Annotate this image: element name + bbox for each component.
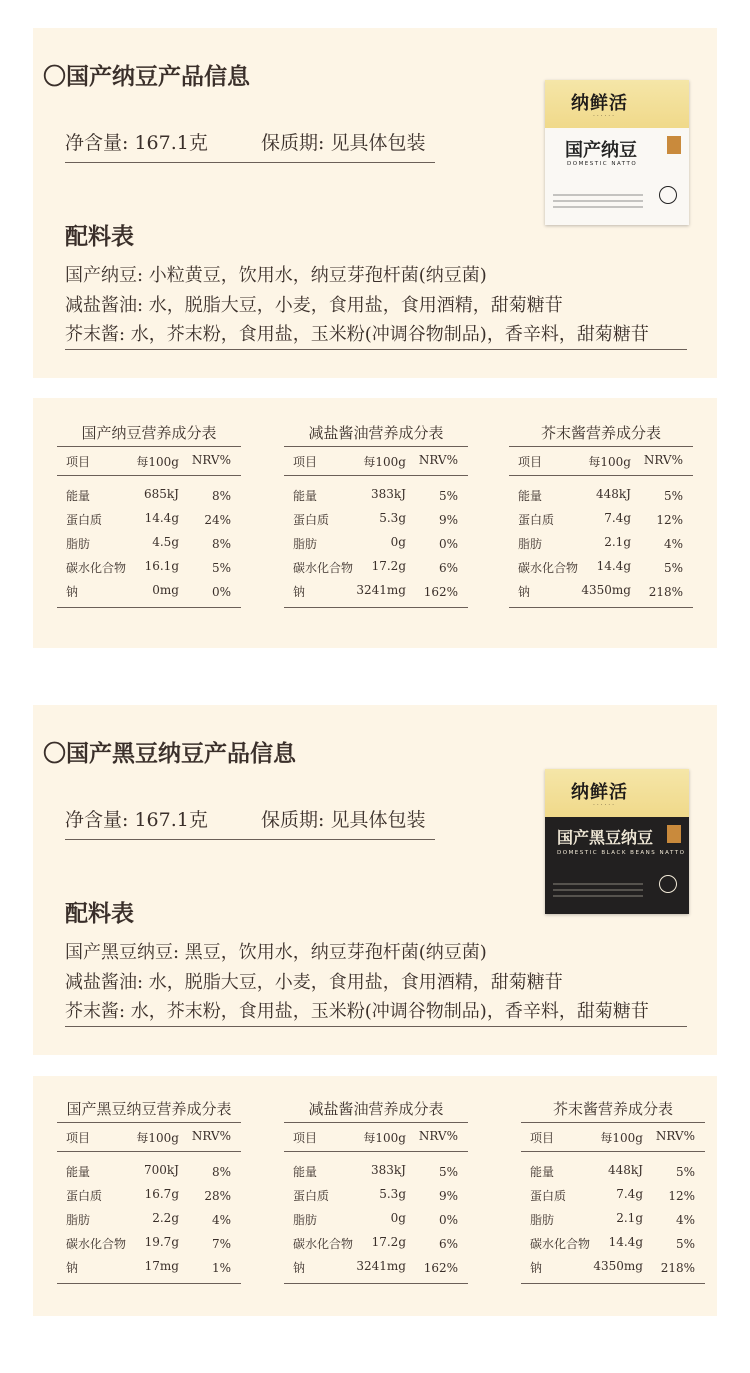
table-row [521,1253,705,1277]
table-cell: 蛋白质 [518,513,555,527]
table-cell: 5% [438,1165,458,1179]
nutrition-table-title: 芥末酱营养成分表 [552,1100,673,1118]
table-cell: 383kJ [371,487,406,501]
product-package-image: 纳鲜活 · · · · · · 国产黑豆纳豆 DOMESTIC BLACK BEANS NATTO [545,769,689,914]
table-cell: 脂肪 [293,1213,318,1227]
product-package-image: 纳鲜活 · · · · · · 国产纳豆 DOMESTIC NATTO [545,80,689,225]
table-cell: 0% [438,537,458,551]
table-cell: NRV% [418,453,458,467]
table-cell: 每100g [136,455,179,469]
table-cell: 24% [204,513,231,527]
table-row [57,505,241,529]
table-cell: 脂肪 [530,1213,555,1227]
product-info-card [33,28,717,378]
nutrition-table-title: 减盐酱油营养成分表 [308,1100,444,1118]
ingredients-heading: 配料表 [65,900,134,927]
table-cell: 4% [663,537,683,551]
table-cell: 项目 [66,455,91,469]
table-cell: 3241mg [356,1259,406,1273]
product-info-card [33,705,717,1055]
table-cell: 0g [390,1211,406,1225]
table-cell: 14.4g [596,559,631,573]
ingredient-line: 减盐酱油: 水，脱脂大豆，小麦，食用盐，食用酒精，甜菊糖苷 [65,972,563,993]
table-cell: 0% [438,1213,458,1227]
table-row [521,1205,705,1229]
table-cell: 钠 [518,585,531,599]
table-cell: NRV% [643,453,683,467]
table-row [57,577,241,601]
table-row [57,1157,241,1181]
table-cell: 蛋白质 [66,513,103,527]
table-cell: 9% [438,1189,458,1203]
table-row [284,1205,468,1229]
table-cell: 5% [663,489,683,503]
table-cell: 每100g [363,455,406,469]
table-cell: 能量 [293,489,318,503]
package-name: 国产黑豆纳豆 [557,828,654,847]
ingredient-line: 减盐酱油: 水，脱脂大豆，小麦，食用盐，食用酒精，甜菊糖苷 [65,295,563,316]
nutrition-table-header [521,1122,705,1152]
table-cell: 脂肪 [293,537,318,551]
nutrition-table-header [284,1122,468,1152]
table-row [284,1229,468,1253]
table-cell: 8% [211,489,231,503]
table-cell: NRV% [191,453,231,467]
table-cell: 碳水化合物 [530,1237,591,1251]
table-cell: 能量 [293,1165,318,1179]
table-cell: 7.4g [616,1187,643,1201]
table-cell: 28% [204,1189,231,1203]
table-cell: 19.7g [144,1235,179,1249]
table-cell: 17mg [144,1259,179,1273]
table-cell: 700kJ [144,1163,179,1177]
table-cell: 7.4g [604,511,631,525]
package-name: 国产纳豆 [565,140,637,161]
nutrition-table-title: 国产黑豆纳豆营养成分表 [66,1100,232,1118]
table-cell: 162% [423,1261,458,1275]
table-cell: 钠 [530,1261,543,1275]
table-cell: 2.2g [152,1211,179,1225]
table-cell: 碳水化合物 [293,1237,354,1251]
table-cell: 4% [675,1213,695,1227]
table-cell: 14.4g [144,511,179,525]
table-cell: 项目 [518,455,543,469]
table-row [57,1205,241,1229]
nutrition-table [284,422,468,608]
nutrition-table-title: 国产纳豆营养成分表 [81,424,217,442]
table-cell: 每100g [588,455,631,469]
nutrition-table [509,422,693,608]
table-cell: 17.2g [371,559,406,573]
ingredient-line: 芥末酱: 水，芥末粉，食用盐，玉米粉(冲调谷物制品)，香辛料，甜菊糖苷 [65,998,687,1027]
table-cell: 5.3g [379,1187,406,1201]
table-cell: 5% [438,489,458,503]
table-cell: 218% [660,1261,695,1275]
table-cell: 碳水化合物 [293,561,354,575]
table-cell: NRV% [191,1129,231,1143]
table-cell: 4350mg [593,1259,643,1273]
table-cell: 3241mg [356,583,406,597]
package-fine-print-icon [553,883,643,901]
table-cell: 2.1g [616,1211,643,1225]
ingredients-list [65,938,687,1027]
table-cell: 4% [211,1213,231,1227]
package-fine-print-icon [553,194,643,212]
table-cell: 4.5g [152,535,179,549]
table-cell: 5.3g [379,511,406,525]
table-cell: 6% [438,561,458,575]
table-cell: 能量 [518,489,543,503]
table-cell: 218% [648,585,683,599]
table-row [521,1181,705,1205]
table-cell: 项目 [66,1131,91,1145]
table-cell: 蛋白质 [66,1189,103,1203]
table-cell: 能量 [530,1165,555,1179]
package-subtitle: DOMESTIC NATTO [567,161,638,167]
shelf-life: 保质期: 见具体包装 [261,809,426,831]
table-cell: 5% [663,561,683,575]
package-count-icon [659,875,677,893]
table-cell: 448kJ [608,1163,643,1177]
nutrition-table [57,1098,241,1284]
nutrition-table-header [57,1122,241,1152]
table-row [57,553,241,577]
nutrition-table-header [57,446,241,476]
table-cell: 蛋白质 [293,513,330,527]
nutrition-card [33,1076,717,1316]
table-cell: 16.7g [144,1187,179,1201]
shelf-life: 保质期: 见具体包装 [261,132,426,154]
net-weight: 净含量: 167.1克 [65,809,208,831]
table-cell: 蛋白质 [293,1189,330,1203]
table-cell: 项目 [293,455,318,469]
table-row [509,481,693,505]
table-cell: 5% [211,561,231,575]
ingredients-heading: 配料表 [65,223,134,250]
table-cell: 2.1g [604,535,631,549]
table-cell: 能量 [66,1165,91,1179]
table-cell: 每100g [600,1131,643,1145]
table-cell: 8% [211,1165,231,1179]
table-cell: 钠 [66,585,79,599]
table-cell: 4350mg [581,583,631,597]
ingredient-line: 国产黑豆纳豆: 黑豆，饮用水，纳豆芽孢杆菌(纳豆菌) [65,942,487,963]
table-row [57,1181,241,1205]
table-row [509,505,693,529]
table-row [509,577,693,601]
table-cell: 碳水化合物 [518,561,579,575]
table-row [284,1181,468,1205]
table-cell: 1% [211,1261,231,1275]
table-cell: 5% [675,1165,695,1179]
table-cell: 12% [668,1189,695,1203]
product-title: 〇国产黑豆纳豆产品信息 [43,740,296,767]
table-row [284,505,468,529]
product-meta [65,128,435,163]
table-cell: NRV% [418,1129,458,1143]
table-row [284,577,468,601]
table-cell: 17.2g [371,1235,406,1249]
nutrition-table-title: 减盐酱油营养成分表 [308,424,444,442]
table-cell: 脂肪 [518,537,543,551]
nutrition-table [521,1098,705,1284]
nutrition-table-title: 芥末酱营养成分表 [540,424,661,442]
table-cell: 162% [423,585,458,599]
table-cell: 14.4g [608,1235,643,1249]
table-cell: 碳水化合物 [66,1237,127,1251]
table-cell: 每100g [136,1131,179,1145]
nutrition-card [33,398,717,648]
table-row [57,1253,241,1277]
package-count-icon [659,186,677,204]
table-cell: 每100g [363,1131,406,1145]
seal-icon [667,825,681,843]
table-row [509,553,693,577]
table-cell: 项目 [530,1131,555,1145]
nutrition-table [57,422,241,608]
table-row [57,1229,241,1253]
table-cell: 5% [675,1237,695,1251]
package-subtitle: DOMESTIC BLACK BEANS NATTO [557,850,686,856]
table-cell: 12% [656,513,683,527]
ingredient-line: 国产纳豆: 小粒黄豆，饮用水，纳豆芽孢杆菌(纳豆菌) [65,265,487,286]
table-cell: 0g [390,535,406,549]
table-row [57,529,241,553]
table-row [509,529,693,553]
table-cell: 9% [438,513,458,527]
table-row [57,481,241,505]
product-meta [65,805,435,840]
ingredient-line: 芥末酱: 水，芥末粉，食用盐，玉米粉(冲调谷物制品)，香辛料，甜菊糖苷 [65,321,687,350]
table-cell: 448kJ [596,487,631,501]
package-brand: 纳鲜活 [571,93,628,114]
net-weight: 净含量: 167.1克 [65,132,208,154]
table-row [521,1229,705,1253]
package-brand: 纳鲜活 [571,782,628,803]
table-cell: 钠 [293,585,306,599]
ingredients-list [65,261,687,350]
table-cell: 钠 [66,1261,79,1275]
table-cell: 钠 [293,1261,306,1275]
table-cell: 6% [438,1237,458,1251]
table-row [284,1253,468,1277]
table-row [521,1157,705,1181]
table-cell: 脂肪 [66,537,91,551]
table-row [284,553,468,577]
table-row [284,481,468,505]
seal-icon [667,136,681,154]
table-cell: 8% [211,537,231,551]
table-cell: 0% [211,585,231,599]
table-cell: 项目 [293,1131,318,1145]
table-row [284,1157,468,1181]
table-cell: 碳水化合物 [66,561,127,575]
table-cell: 7% [211,1237,231,1251]
product-title: 〇国产纳豆产品信息 [43,63,250,90]
nutrition-table [284,1098,468,1284]
table-cell: 383kJ [371,1163,406,1177]
table-cell: 蛋白质 [530,1189,567,1203]
table-cell: 16.1g [144,559,179,573]
table-cell: 685kJ [144,487,179,501]
table-cell: NRV% [655,1129,695,1143]
table-cell: 0mg [152,583,179,597]
table-row [284,529,468,553]
table-cell: 能量 [66,489,91,503]
nutrition-table-header [509,446,693,476]
nutrition-table-header [284,446,468,476]
table-cell: 脂肪 [66,1213,91,1227]
